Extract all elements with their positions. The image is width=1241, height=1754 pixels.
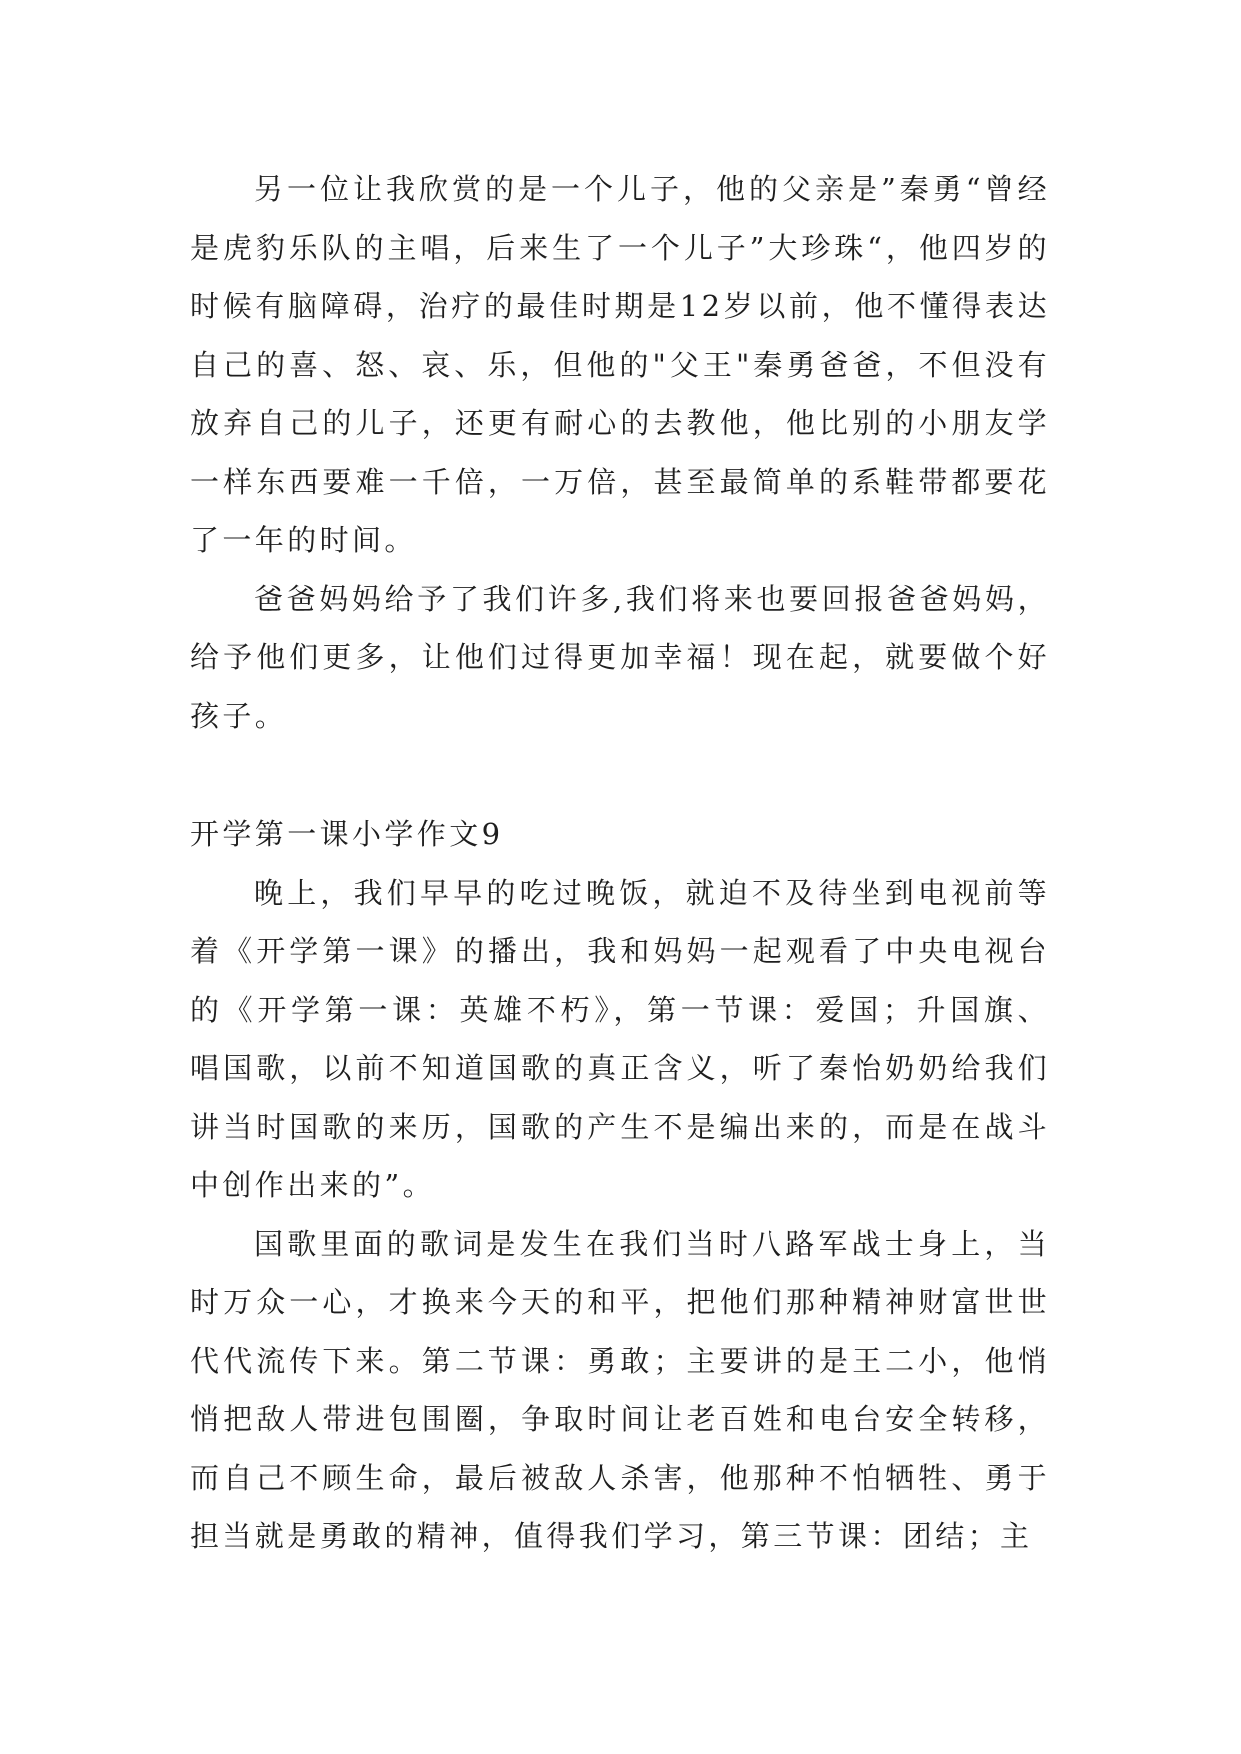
body-paragraph: 晚上，我们早早的吃过晚饭，就迫不及待坐到电视前等着《开学第一课》的播出，我和妈妈一起观看了中央电视台的《开学第一课：英雄不朽》，第一节课：爱国；升国旗、唱国歌，以前不知道国歌的真正含义，听了秦怡奶奶给我们讲当时国歌的来历，国歌的产生不是编出来的，而是在战斗中创作出来的”。 (190, 875, 1050, 1202)
body-paragraph: 另一位让我欣赏的是一个儿子，他的父亲是”秦勇“曾经是虎豹乐队的主唱，后来生了一个儿子”大珍珠“，他四岁的时候有脑障碍，治疗的最佳时期是12岁以前，他不懂得表达自己的喜、怒、哀、乐，但他的"父王"秦勇爸爸，不但没有放弃自己的儿子，还更有耐心的去教他，他比别的小朋友学一样东西要难一千倍，一万倍，甚至最简单的系鞋带都要花了一年的时间。 (190, 172, 1050, 557)
body-paragraph: 爸爸妈妈给予了我们许多,我们将来也要回报爸爸妈妈，给予他们更多，让他们过得更加幸福！现在起，就要做个好孩子。 (190, 581, 1050, 733)
body-paragraph: 国歌里面的歌词是发生在我们当时八路军战士身上，当时万众一心，才换来今天的和平，把他们那种精神财富世世代代流传下来。第二节课：勇敢；主要讲的是王二小，他悄悄把敌人带进包围圈，争取时间让老百姓和电台安全转移，而自己不顾生命，最后被敌人杀害，他那种不怕牺牲、勇于担当就是勇敢的精神，值得我们学习，第三节课：团结；主 (190, 1226, 1050, 1553)
section-title: 开学第一课小学作文9 (190, 817, 504, 851)
document-page (190, 160, 1050, 1566)
